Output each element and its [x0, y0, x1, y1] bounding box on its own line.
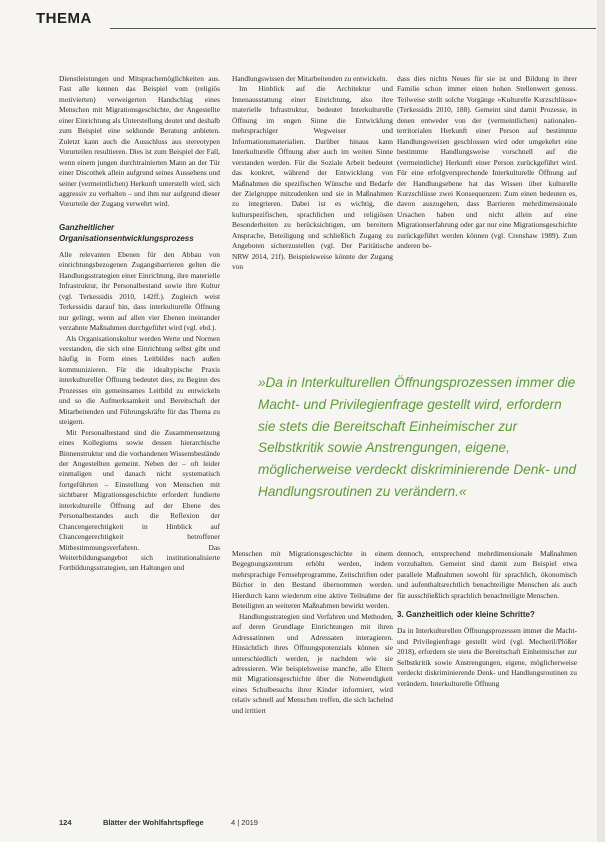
- paragraph: dennoch, entsprechend mehrdimensionale Maßnahmen vorzuhalten. Gemeint sind damit zum Beispiel etwa parallele Maßnahmen sowohl für sprachlich, ökonomisch und aufenthaltsrechtlich benachteiligte Menschen als auch für ausschließlich sprachlich benachteiligte Menschen.: [397, 549, 577, 600]
- header-rule: [110, 28, 596, 29]
- journal-title: Blätter der Wohlfahrtspflege: [103, 818, 204, 827]
- text-column-left: [59, 74, 220, 840]
- text-column-right-top: [397, 74, 577, 344]
- paragraph: Da in Interkulturellen Öffnungsprozessen immer die Macht- und Privilegienfrage gestellt wird (vgl. Mecheril/Plößer 2018), erfordern sie stets die Bereitschaft Einheimischer zur Selbstkritik sowie Anstrengungen, eigene, möglicherweise verdeckt diskriminierende Denk- und Handlungsroutinen zu verändern. Interkulturelle Öffnung: [397, 626, 577, 688]
- subheading: Ganzheitlicher Organisationsentwicklungsprozess: [59, 222, 194, 243]
- paragraph: Menschen mit Migrationsgeschichte in einem Begegnungszentrum erhöht werden, indem mehrsprachige Fernsehprogramme, Zeitschriften oder Bücher in den Bestand übernommen werden. Hierdurch kann wiederum eine aktive Teilnahme der Beteiligten an weiteren Maßnahmen bewirkt werden.: [232, 549, 393, 611]
- page-number: 124: [59, 818, 72, 827]
- page-edge: [597, 0, 605, 842]
- paragraph: Als Organisationskultur werden Werte und Normen verstanden, die sich eine Einrichtung selbst gibt und häufig in Form eines Leitbildes nach außen kommunizieren. Für die idealtypische Praxis interkultureller Öffnung bedeutet dies, zu Beginn des Prozesses ein gemeinsames Leitbild zu entwickeln und so die Aufmerksamkeit und Bereitschaft der Mitarbeitenden und Führungskräfte für das Thema zu steigern.: [59, 333, 220, 427]
- section-title: THEMA: [36, 10, 92, 27]
- section-header: [36, 10, 596, 32]
- paragraph: Handlungsstrategien sind Verfahren und Methoden, auf deren Grundlage Einrichtungen mit ihren Adressatinnen und Adressaten interagieren. Hinsichtlich ihres Öffnungspotenzials können sie unterschiedlich werden, je nachdem wie sie adressieren. Wie beispielsweise manche, alle Eltern mit Migrationsgeschichte über die Notwendigkeit eines Schulbesuchs ihrer Kinder informiert, wird relativ schnell auf Menschen treffen, die sich lachelnd und irritiert: [232, 611, 393, 715]
- pull-quote: »Da in Interkulturellen Öffnungsprozessen immer die Macht- und Privilegienfrage gestellt wird, erfordern sie stets die Bereitschaft Einheimischer zur Selbstkritik sowie Anstrengungen, eigene, möglicherweise verdeckt diskriminierende Denk- und Handlungsroutinen zu verändern.«: [258, 375, 577, 499]
- paragraph: Dienstleistungen und Mitsprachemöglichkeiten aus. Fast alle kennen das Beispiel vom (religiös motivierten) verweigerten Handschlag eines Menschen mit Migrationsgeschichte, der Angestellte einer Einrichtung als Unterstellung deutet und deshalb zum Beispiel eine sekhunde Beratung anbieten. Zuletzt kann auch die Ausschluss aus stereotypen Vorurteilen resultieren. Dies ist zum Beispiel der Fall, wenn einem jungen durchtrainierten Mann an der Tür einer Discothek allein aufgrund seines Aussehens und seiner (vermeintlichen) Herkunft unterstellt wird, sich aggressiv zu verhalten – und ihm nur aufgrund dieser Vorurteile der Zugang verwehrt wird.: [59, 74, 220, 209]
- section-heading: 3. Ganzheitlich oder kleine Schritte?: [397, 610, 535, 620]
- paragraph: Im Hinblick auf die Architektur und Innenausstattung einer Einrichtung, also ihre materielle Infrastruktur, bedeutet Interkulturelle Öffnung im engen Sinne die Entwicklung mehrsprachiger Wegweiser und Informationsmaterialien. Darüber hinaus kann Interkulturelle Öffnung aber auch im weiten Sinne verstanden werden. Für die Soziale Arbeit bedeutet das konkret, während der Entwicklung von Maßnahmen die spezifischen Wünsche und Bedarfe der Zielgruppe mitzudenken und sie in Maßnahmen zu integrieren. Dabei ist es wichtig, die kulturspezifischen, sprachlichen und religiösen Besonderheiten zu berücksichtigen, um bereitern Ansprache, Beteiligung und schließlich Zugang zu Angeboten sicherzustellen (vgl. Der Paritätische NRW 2014, 21f). Beispielsweise könnte der Zugang von: [232, 84, 393, 272]
- paragraph: Handlungswissen der Mitarbeitenden zu entwickeln.: [232, 74, 388, 83]
- text-column-middle-top: [232, 74, 393, 344]
- text-column-right-bottom: [397, 549, 577, 839]
- page-footer: [59, 818, 579, 832]
- paragraph: dass dies nichts Neues für sie ist und Bildung in ihrer Familie schon immer einen hohen Stellenwert genoss. Teilweise stellt solche Vorgänge »Kulturelle Kurzschlüsse« (Terkessidis 2010, 188). Gemeint sind damit Prozesse, in denen entweder von der (vermeintlichen) nationalen-territorialen Herkunft einer Person auf bestimmte Handlungsweisen geschlossen wird oder umgekehrt eine bestimmte Handlungsweise vorschnell auf die (vermeintliche) Herkunft einer Person zurückgeführt wird. Für eine erfolgversprechende Interkulturelle Öffnung auf der Handlungsebene hat das Wissen über kulturelle Kurzschlüsse zwei Konsequenzen: Zum einen bedeuten es, davon auszugehen, dass Barrieren mehrdimensionale Ursachen haben und nicht allein auf eine Migrationserfahrung oder gar nur eine Migrationsgeschichte zurückgeführt werden können (vgl. Crenshaw 1989). Zum anderen be-: [397, 74, 577, 251]
- text-column-middle-bottom: [232, 549, 393, 839]
- issue-number: 4 | 2019: [231, 818, 258, 827]
- paragraph: Mit Personalbestand sind die Zusammensetzung eines Kollegiums sowie dessen hierarchische Binnenstruktur und die vorhandenen Wissensbestände der Angestellten gemeint. Neben der – oft leider einmaligen und danach nicht systematisch fortgeführten – Einstellung von Menschen mit sichtbarer Migrationsgeschichte erfordert fundierte interkulturelle Öffnung auf der Ebene des Personalbestandes auch die Reflexion der Chancengerechtigkeit in Hinblick auf Chancengerechtigkeit betroffener Mitbestimmungsverfahren. Das Weiterbildungsangebot sich institutionalisierte Fortbildungsstrategien, um Haltungen und: [59, 427, 220, 573]
- paragraph: Alle relevanten Ebenen für den Abbau von einrichtungsbezogenen Zugangsbarrieren gelten die Handlungsstrategien einer Einrichtung, ihre materielle Infrastruktur, ihr Personalbestand sowie ihre Kultur (vgl. Terkessidis 2010, 142ff.). Zugleich weist Terkessidis darauf hin, dass interkulturelle Öffnung nur gelingt, wenn auf allen vier Ebenen ineinander verzahnte Maßnahmen durchgeführt wird (vgl. ebd.).: [59, 249, 220, 333]
